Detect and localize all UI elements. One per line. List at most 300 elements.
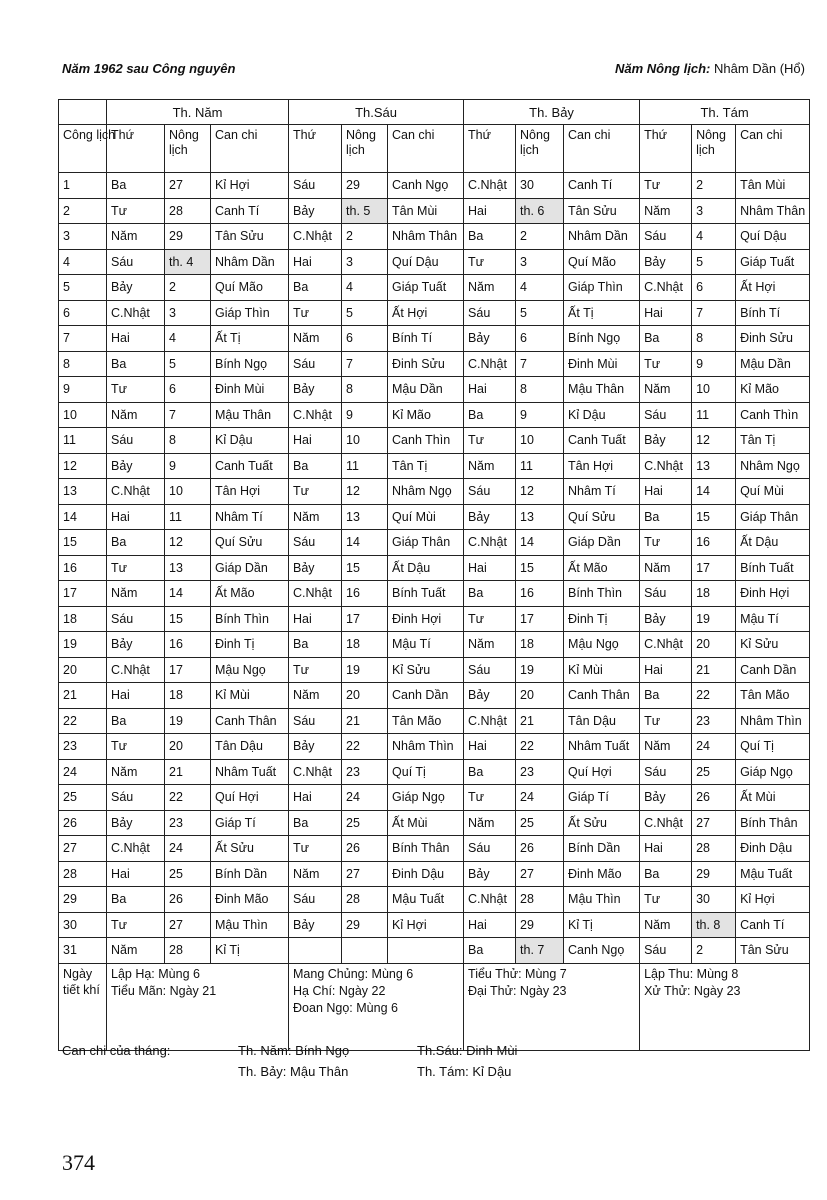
lunar-day-cell: 19 bbox=[165, 708, 211, 734]
weekday-cell: Tư bbox=[640, 351, 692, 377]
canchi-cell: Canh Tí bbox=[736, 912, 810, 938]
canchi-cell: Giáp Thân bbox=[388, 530, 464, 556]
canchi-cell: Ất Sửu bbox=[211, 836, 289, 862]
canchi-cell: Kỉ Hợi bbox=[211, 173, 289, 199]
month-header: Th. Tám bbox=[640, 100, 810, 125]
weekday-cell: Bảy bbox=[640, 785, 692, 811]
weekday-cell: C.Nhật bbox=[464, 530, 516, 556]
weekday-cell: Sáu bbox=[107, 428, 165, 454]
weekday-cell: Ba bbox=[464, 581, 516, 607]
table-row bbox=[59, 836, 810, 862]
canchi-cell: Tân Sửu bbox=[564, 198, 640, 224]
lunar-day-cell: 16 bbox=[165, 632, 211, 658]
weekday-cell: Tư bbox=[289, 300, 342, 326]
weekday-cell: Ba bbox=[107, 173, 165, 199]
canchi-cell: Nhâm Ngọ bbox=[736, 453, 810, 479]
canchi-cell: Tân Sửu bbox=[211, 224, 289, 250]
weekday-cell: Sáu bbox=[107, 606, 165, 632]
canchi-cell: Mậu Tuất bbox=[736, 861, 810, 887]
lunar-day-cell: 27 bbox=[165, 912, 211, 938]
canchi-cell: Quí Hợi bbox=[211, 785, 289, 811]
table-row bbox=[59, 479, 810, 505]
lunar-day-cell: 28 bbox=[165, 198, 211, 224]
canchi-cell: Ất Mão bbox=[211, 581, 289, 607]
lunar-day-cell: 3 bbox=[165, 300, 211, 326]
weekday-cell: Tư bbox=[289, 657, 342, 683]
canchi-cell: Mậu Tí bbox=[388, 632, 464, 658]
lunar-day-cell: 25 bbox=[516, 810, 564, 836]
canchi-cell bbox=[388, 938, 464, 964]
lunar-day-cell: 22 bbox=[692, 683, 736, 709]
weekday-cell: Ba bbox=[640, 504, 692, 530]
weekday-cell: Bảy bbox=[107, 632, 165, 658]
weekday-cell: Năm bbox=[107, 938, 165, 964]
canchi-cell: Mậu Ngọ bbox=[564, 632, 640, 658]
lunar-day-cell: 6 bbox=[692, 275, 736, 301]
canchi-cell: Tân Mão bbox=[736, 683, 810, 709]
canchi-cell: Đinh Hợi bbox=[736, 581, 810, 607]
canchi-cell: Đinh Mùi bbox=[564, 351, 640, 377]
table-row bbox=[59, 453, 810, 479]
solar-day: 17 bbox=[59, 581, 107, 607]
solar-day: 4 bbox=[59, 249, 107, 275]
canchi-cell: Bính Tuất bbox=[736, 555, 810, 581]
solar-day: 7 bbox=[59, 326, 107, 352]
weekday-cell: Tư bbox=[464, 428, 516, 454]
lunar-day-cell: 20 bbox=[165, 734, 211, 760]
solar-day: 31 bbox=[59, 938, 107, 964]
lunar-day-cell: 15 bbox=[692, 504, 736, 530]
tiet-khi-entry: Lập Hạ: Mùng 6 bbox=[111, 966, 200, 981]
canchi-cell: Bính Dần bbox=[564, 836, 640, 862]
weekday-cell: C.Nhật bbox=[107, 479, 165, 505]
lunar-day-cell: th. 7 bbox=[516, 938, 564, 964]
lunar-day-cell: 5 bbox=[692, 249, 736, 275]
solar-day: 26 bbox=[59, 810, 107, 836]
lunar-day-cell: 5 bbox=[516, 300, 564, 326]
lunar-day-cell: 17 bbox=[165, 657, 211, 683]
canchi-cell: Kỉ Dậu bbox=[211, 428, 289, 454]
lunar-day-cell: 19 bbox=[342, 657, 388, 683]
weekday-cell: Hai bbox=[289, 249, 342, 275]
lunar-day-cell: 22 bbox=[342, 734, 388, 760]
weekday-cell: C.Nhật bbox=[640, 810, 692, 836]
lunar-day-cell: 18 bbox=[165, 683, 211, 709]
canchi-cell: Đinh Dậu bbox=[736, 836, 810, 862]
lunar-day-cell: 9 bbox=[516, 402, 564, 428]
canchi-cell: Ất Hợi bbox=[736, 275, 810, 301]
weekday-cell: Hai bbox=[289, 606, 342, 632]
canchi-cell: Quí Mùi bbox=[388, 504, 464, 530]
lunar-day-cell: 13 bbox=[342, 504, 388, 530]
weekday-cell: Sáu bbox=[640, 224, 692, 250]
weekday-cell: Sáu bbox=[640, 938, 692, 964]
canchi-cell: Mậu Tuất bbox=[388, 887, 464, 913]
lunar-day-cell: 29 bbox=[692, 861, 736, 887]
lunar-day-cell: 6 bbox=[516, 326, 564, 352]
weekday-cell: C.Nhật bbox=[464, 887, 516, 913]
column-header: Thứ bbox=[640, 125, 692, 173]
lunar-day-cell: 7 bbox=[165, 402, 211, 428]
lunar-day-cell: th. 8 bbox=[692, 912, 736, 938]
lunar-day-cell: 11 bbox=[516, 453, 564, 479]
solar-day: 24 bbox=[59, 759, 107, 785]
lunar-day-cell: 9 bbox=[692, 351, 736, 377]
canchi-cell: Nhâm Tí bbox=[211, 504, 289, 530]
solar-day: 25 bbox=[59, 785, 107, 811]
weekday-cell: Hai bbox=[640, 657, 692, 683]
weekday-cell: Ba bbox=[107, 530, 165, 556]
canchi-cell: Nhâm Dần bbox=[211, 249, 289, 275]
weekday-cell: C.Nhật bbox=[640, 632, 692, 658]
weekday-cell: Năm bbox=[289, 504, 342, 530]
canchi-cell: Bính Tí bbox=[388, 326, 464, 352]
solar-day: 30 bbox=[59, 912, 107, 938]
weekday-cell: Bảy bbox=[289, 377, 342, 403]
canchi-cell: Tân Tị bbox=[736, 428, 810, 454]
weekday-cell: C.Nhật bbox=[464, 173, 516, 199]
weekday-cell: Hai bbox=[464, 377, 516, 403]
weekday-cell: Bảy bbox=[464, 683, 516, 709]
lunar-day-cell: 11 bbox=[342, 453, 388, 479]
weekday-cell: Năm bbox=[464, 453, 516, 479]
table-row bbox=[59, 657, 810, 683]
solar-day: 29 bbox=[59, 887, 107, 913]
tiet-khi-cell bbox=[289, 963, 464, 1050]
canchi-cell: Kỉ Mùi bbox=[211, 683, 289, 709]
lunar-day-cell: 19 bbox=[692, 606, 736, 632]
weekday-cell: Ba bbox=[464, 759, 516, 785]
lunar-day-cell: 21 bbox=[516, 708, 564, 734]
table-row bbox=[59, 632, 810, 658]
weekday-cell: Sáu bbox=[464, 657, 516, 683]
lunar-day-cell: 12 bbox=[692, 428, 736, 454]
lunar-day-cell: 16 bbox=[692, 530, 736, 556]
column-header: Thứ bbox=[464, 125, 516, 173]
table-row bbox=[59, 224, 810, 250]
weekday-cell: Hai bbox=[107, 326, 165, 352]
lunar-day-cell: 23 bbox=[342, 759, 388, 785]
canchi-cell: Quí Dậu bbox=[736, 224, 810, 250]
canchi-cell: Đinh Sửu bbox=[736, 326, 810, 352]
canchi-cell: Bính Dần bbox=[211, 861, 289, 887]
canchi-cell: Bính Thìn bbox=[211, 606, 289, 632]
lunar-day-cell: 21 bbox=[342, 708, 388, 734]
canchi-cell: Ất Hợi bbox=[388, 300, 464, 326]
table-row bbox=[59, 759, 810, 785]
canchi-cell: Giáp Tuất bbox=[736, 249, 810, 275]
lunar-day-cell: 24 bbox=[165, 836, 211, 862]
weekday-cell: Bảy bbox=[107, 810, 165, 836]
lunar-day-cell: 23 bbox=[165, 810, 211, 836]
lunar-day-cell: 18 bbox=[516, 632, 564, 658]
canchi-cell: Kỉ Hợi bbox=[388, 912, 464, 938]
table-row bbox=[59, 173, 810, 199]
canchi-cell: Mậu Ngọ bbox=[211, 657, 289, 683]
column-header: Can chi bbox=[564, 125, 640, 173]
canchi-cell: Canh Thìn bbox=[388, 428, 464, 454]
lunar-day-cell: 16 bbox=[516, 581, 564, 607]
weekday-cell: Bảy bbox=[289, 912, 342, 938]
weekday-cell: Tư bbox=[289, 479, 342, 505]
weekday-cell: Năm bbox=[107, 759, 165, 785]
column-header: Can chi bbox=[211, 125, 289, 173]
canchi-cell: Giáp Tí bbox=[564, 785, 640, 811]
weekday-cell: Ba bbox=[289, 275, 342, 301]
canchi-cell: Đinh Mão bbox=[211, 887, 289, 913]
lunar-day-cell: 10 bbox=[165, 479, 211, 505]
canchi-cell: Canh Tí bbox=[211, 198, 289, 224]
lunar-day-cell: 26 bbox=[516, 836, 564, 862]
lunar-day-cell: 5 bbox=[165, 351, 211, 377]
canchi-cell: Giáp Dần bbox=[564, 530, 640, 556]
canchi-cell: Canh Tí bbox=[564, 173, 640, 199]
lunar-day-cell bbox=[342, 938, 388, 964]
lunar-day-cell: 28 bbox=[516, 887, 564, 913]
canchi-cell: Ất Tị bbox=[564, 300, 640, 326]
column-header: Thứ bbox=[289, 125, 342, 173]
canchi-cell: Ất Mão bbox=[564, 555, 640, 581]
column-header: Can chi bbox=[388, 125, 464, 173]
table-row bbox=[59, 912, 810, 938]
canchi-cell: Bính Ngọ bbox=[564, 326, 640, 352]
tiet-khi-cell bbox=[640, 963, 810, 1050]
table-row bbox=[59, 938, 810, 964]
canchi-cell: Ất Dậu bbox=[736, 530, 810, 556]
lunar-day-cell: 25 bbox=[165, 861, 211, 887]
solar-day: 16 bbox=[59, 555, 107, 581]
canchi-cell: Kỉ Mão bbox=[388, 402, 464, 428]
canchi-cell: Mậu Tí bbox=[736, 606, 810, 632]
lunar-day-cell: 28 bbox=[692, 836, 736, 862]
lunar-day-cell: 24 bbox=[692, 734, 736, 760]
lunar-day-cell: 23 bbox=[516, 759, 564, 785]
weekday-cell: Năm bbox=[640, 377, 692, 403]
weekday-cell: C.Nhật bbox=[289, 402, 342, 428]
tiet-khi-row bbox=[59, 963, 810, 1050]
solar-day: 5 bbox=[59, 275, 107, 301]
weekday-cell: C.Nhật bbox=[107, 657, 165, 683]
solar-day: 1 bbox=[59, 173, 107, 199]
lunar-day-cell: 29 bbox=[516, 912, 564, 938]
lunar-day-cell: 20 bbox=[342, 683, 388, 709]
canchi-cell: Giáp Ngọ bbox=[388, 785, 464, 811]
lunar-day-cell: 25 bbox=[692, 759, 736, 785]
weekday-cell: Bảy bbox=[640, 606, 692, 632]
weekday-cell: Bảy bbox=[107, 275, 165, 301]
canchi-cell: Canh Thân bbox=[564, 683, 640, 709]
solar-day: 2 bbox=[59, 198, 107, 224]
weekday-cell: C.Nhật bbox=[107, 300, 165, 326]
weekday-cell: Sáu bbox=[640, 581, 692, 607]
lunar-day-cell: 30 bbox=[692, 887, 736, 913]
header-solar-year: Năm 1962 sau Công nguyên bbox=[62, 61, 236, 76]
solar-day: 20 bbox=[59, 657, 107, 683]
header-lunar-year bbox=[615, 61, 805, 76]
weekday-cell bbox=[289, 938, 342, 964]
footer-item: Th.Sáu: Đinh Mùi bbox=[417, 1043, 518, 1058]
weekday-cell: Hai bbox=[464, 734, 516, 760]
canchi-cell: Bính Tí bbox=[736, 300, 810, 326]
table-row bbox=[59, 326, 810, 352]
lunar-day-cell: 8 bbox=[342, 377, 388, 403]
lunar-day-cell: 27 bbox=[165, 173, 211, 199]
solar-day: 12 bbox=[59, 453, 107, 479]
canchi-cell: Giáp Thìn bbox=[211, 300, 289, 326]
weekday-cell: C.Nhật bbox=[640, 453, 692, 479]
lunar-day-cell: 26 bbox=[692, 785, 736, 811]
weekday-cell: Tư bbox=[464, 249, 516, 275]
canchi-cell: Kỉ Hợi bbox=[736, 887, 810, 913]
lunar-day-cell: 14 bbox=[516, 530, 564, 556]
tiet-khi-entry: Mang Chủng: Mùng 6 bbox=[293, 966, 414, 981]
canchi-cell: Canh Dần bbox=[388, 683, 464, 709]
weekday-cell: Tư bbox=[464, 606, 516, 632]
lunar-day-cell: 10 bbox=[516, 428, 564, 454]
weekday-cell: Năm bbox=[640, 198, 692, 224]
lunar-day-cell: 13 bbox=[516, 504, 564, 530]
solar-day: 21 bbox=[59, 683, 107, 709]
lunar-day-cell: 15 bbox=[165, 606, 211, 632]
lunar-day-cell: 28 bbox=[165, 938, 211, 964]
table-row bbox=[59, 377, 810, 403]
weekday-cell: Sáu bbox=[640, 759, 692, 785]
weekday-cell: Ba bbox=[107, 351, 165, 377]
lunar-day-cell: 21 bbox=[692, 657, 736, 683]
canchi-cell: Nhâm Tí bbox=[564, 479, 640, 505]
lunar-day-cell: 8 bbox=[692, 326, 736, 352]
canchi-cell: Nhâm Thân bbox=[736, 198, 810, 224]
canchi-cell: Quí Mão bbox=[211, 275, 289, 301]
canchi-cell: Kỉ Mão bbox=[736, 377, 810, 403]
lunar-day-cell: 12 bbox=[342, 479, 388, 505]
canchi-cell: Canh Ngọ bbox=[564, 938, 640, 964]
table-row bbox=[59, 887, 810, 913]
page-number: 374 bbox=[62, 1150, 95, 1175]
corner-cell bbox=[59, 100, 107, 125]
weekday-cell: Sáu bbox=[107, 785, 165, 811]
lunar-day-cell: 19 bbox=[516, 657, 564, 683]
canchi-cell: Quí Tị bbox=[736, 734, 810, 760]
weekday-cell: C.Nhật bbox=[289, 581, 342, 607]
solar-day: 22 bbox=[59, 708, 107, 734]
canchi-cell: Kỉ Tị bbox=[211, 938, 289, 964]
lunar-day-cell: 9 bbox=[165, 453, 211, 479]
solar-day: 8 bbox=[59, 351, 107, 377]
canchi-cell: Nhâm Ngọ bbox=[388, 479, 464, 505]
canchi-cell: Giáp Thìn bbox=[564, 275, 640, 301]
canchi-cell: Đinh Tị bbox=[564, 606, 640, 632]
tiet-khi-entry: Lập Thu: Mùng 8 bbox=[644, 966, 739, 981]
canchi-cell: Đinh Dậu bbox=[388, 861, 464, 887]
table-row bbox=[59, 581, 810, 607]
weekday-cell: C.Nhật bbox=[640, 275, 692, 301]
month-header: Th. Năm bbox=[107, 100, 289, 125]
canchi-cell: Kỉ Sửu bbox=[388, 657, 464, 683]
weekday-cell: C.Nhật bbox=[289, 759, 342, 785]
lunar-day-cell: 9 bbox=[342, 402, 388, 428]
weekday-cell: Năm bbox=[107, 402, 165, 428]
table-row bbox=[59, 555, 810, 581]
lunar-day-cell: 18 bbox=[692, 581, 736, 607]
weekday-cell: Năm bbox=[289, 861, 342, 887]
row-header: Công lịch bbox=[59, 125, 107, 173]
lunar-day-cell: th. 6 bbox=[516, 198, 564, 224]
lunar-day-cell: 27 bbox=[342, 861, 388, 887]
lunar-day-cell: 2 bbox=[342, 224, 388, 250]
lunar-day-cell: 4 bbox=[516, 275, 564, 301]
canchi-cell: Kỉ Mùi bbox=[564, 657, 640, 683]
canchi-cell: Mậu Dần bbox=[736, 351, 810, 377]
canchi-cell: Bính Tuất bbox=[388, 581, 464, 607]
weekday-cell: Hai bbox=[107, 861, 165, 887]
canchi-cell: Bính Ngọ bbox=[211, 351, 289, 377]
canchi-cell: Ất Sửu bbox=[564, 810, 640, 836]
solar-day: 14 bbox=[59, 504, 107, 530]
canchi-cell: Kỉ Dậu bbox=[564, 402, 640, 428]
table-row bbox=[59, 504, 810, 530]
weekday-cell: Bảy bbox=[640, 249, 692, 275]
weekday-cell: Hai bbox=[464, 198, 516, 224]
weekday-cell: Ba bbox=[464, 938, 516, 964]
canchi-cell: Giáp Ngọ bbox=[736, 759, 810, 785]
weekday-cell: Tư bbox=[640, 173, 692, 199]
table-row bbox=[59, 785, 810, 811]
weekday-cell: Hai bbox=[640, 479, 692, 505]
tiet-khi-entry: Đại Thử: Ngày 23 bbox=[468, 983, 567, 998]
weekday-cell: C.Nhật bbox=[464, 708, 516, 734]
weekday-cell: Năm bbox=[107, 581, 165, 607]
weekday-cell: Ba bbox=[289, 810, 342, 836]
weekday-cell: Hai bbox=[464, 555, 516, 581]
table-row bbox=[59, 249, 810, 275]
canchi-cell: Tân Hợi bbox=[564, 453, 640, 479]
lunar-day-cell: 22 bbox=[165, 785, 211, 811]
solar-day: 15 bbox=[59, 530, 107, 556]
lunar-day-cell: 20 bbox=[516, 683, 564, 709]
solar-day: 23 bbox=[59, 734, 107, 760]
tiet-khi-entry: Tiểu Mãn: Ngày 21 bbox=[111, 983, 217, 998]
canchi-cell: Tân Mùi bbox=[736, 173, 810, 199]
table-row bbox=[59, 708, 810, 734]
canchi-cell: Tân Dậu bbox=[564, 708, 640, 734]
weekday-cell: Năm bbox=[464, 275, 516, 301]
canchi-cell: Canh Ngọ bbox=[388, 173, 464, 199]
table-row bbox=[59, 606, 810, 632]
lunar-day-cell: 14 bbox=[165, 581, 211, 607]
canchi-cell: Quí Mùi bbox=[736, 479, 810, 505]
weekday-cell: Tư bbox=[107, 734, 165, 760]
table-row bbox=[59, 734, 810, 760]
lunar-day-cell: 6 bbox=[342, 326, 388, 352]
canchi-cell: Nhâm Tuất bbox=[564, 734, 640, 760]
canchi-cell: Canh Thìn bbox=[736, 402, 810, 428]
lunar-day-cell: 2 bbox=[692, 938, 736, 964]
table-row bbox=[59, 351, 810, 377]
weekday-cell: Hai bbox=[640, 836, 692, 862]
lunar-day-cell: 28 bbox=[342, 887, 388, 913]
lunar-day-cell: 17 bbox=[342, 606, 388, 632]
lunar-day-cell: 27 bbox=[516, 861, 564, 887]
weekday-cell: Tư bbox=[464, 785, 516, 811]
lunar-day-cell: 27 bbox=[692, 810, 736, 836]
canchi-cell: Mậu Thìn bbox=[564, 887, 640, 913]
weekday-cell: Năm bbox=[289, 683, 342, 709]
column-header: Nông lịch bbox=[516, 125, 564, 173]
weekday-cell: Sáu bbox=[464, 836, 516, 862]
lunar-day-cell: 13 bbox=[165, 555, 211, 581]
canchi-cell: Tân Tị bbox=[388, 453, 464, 479]
